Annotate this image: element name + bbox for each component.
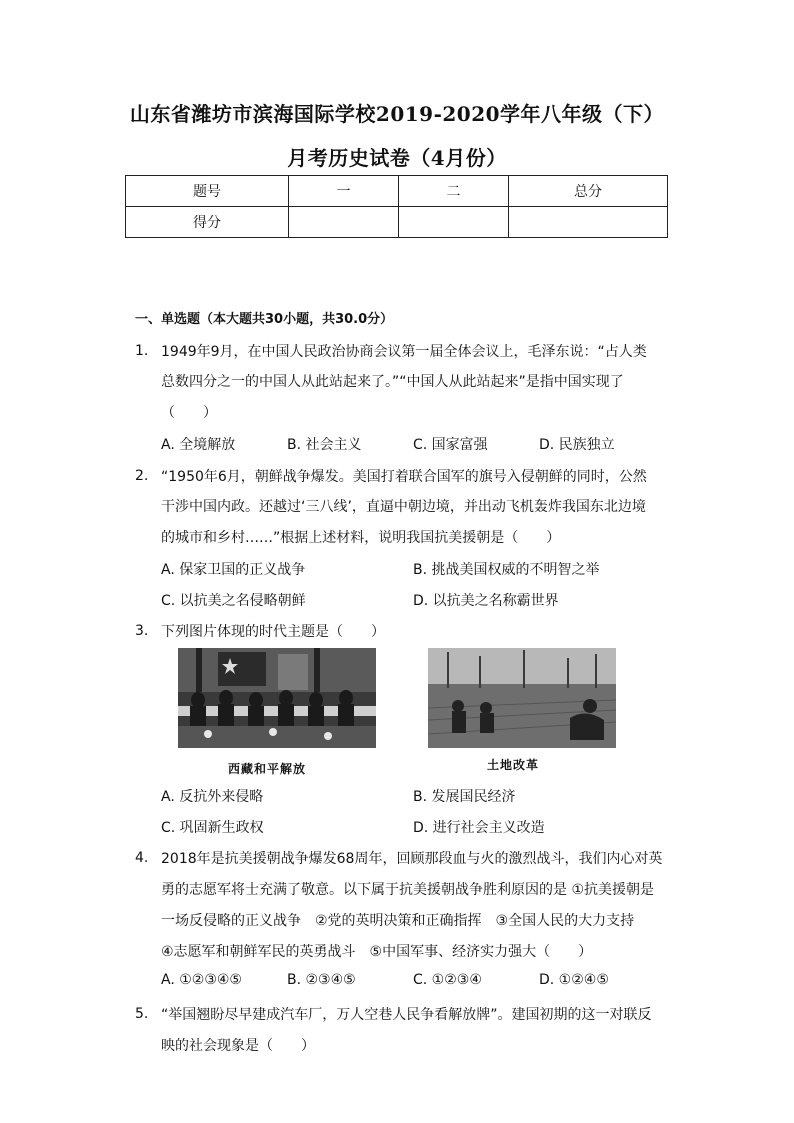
- option-b[interactable]: B. ②③④⑤: [287, 972, 356, 988]
- option-a[interactable]: A. 全境解放: [161, 437, 236, 453]
- photo-caption-tibet: 西藏和平解放: [228, 762, 307, 776]
- question-text: ④志愿军和朝鲜军民的英勇战斗 ⑤中国军事、经济实力强大（ ）: [161, 944, 593, 960]
- option-c[interactable]: C. ①②③④: [413, 972, 482, 988]
- question-number: 4.: [135, 850, 149, 866]
- option-d[interactable]: D. 进行社会主义改造: [413, 820, 545, 836]
- option-c[interactable]: C. 以抗美之名侵略朝鲜: [161, 593, 306, 609]
- option-c[interactable]: C. 国家富强: [413, 437, 488, 453]
- table-cell: 总分: [509, 176, 668, 207]
- table-cell: 题号: [126, 176, 289, 207]
- option-a[interactable]: A. 反抗外来侵略: [161, 789, 264, 805]
- score-input-cell[interactable]: [509, 207, 668, 238]
- question-text: 一场反侵略的正义战争 ②党的英明决策和正确指挥 ③全国人民的大力支持: [161, 913, 635, 929]
- question-number: 3.: [135, 623, 149, 639]
- question-text: 下列图片体现的时代主题是（ ）: [161, 624, 385, 640]
- table-cell: 二: [399, 176, 509, 207]
- question-number: 5.: [135, 1006, 149, 1022]
- option-a[interactable]: A. ①②③④⑤: [161, 972, 242, 988]
- question-text: 总数四分之一的中国人从此站起来了。”“中国人从此站起来”是指中国实现了: [161, 374, 624, 390]
- question-number: 2.: [135, 468, 149, 484]
- option-b[interactable]: B. 挑战美国权威的不明智之举: [413, 562, 600, 578]
- score-input-cell[interactable]: [399, 207, 509, 238]
- question-text: 勇的志愿军将士充满了敬意。以下属于抗美援朝战争胜利原因的是 ①抗美援朝是: [161, 882, 654, 898]
- question-text: 的城市和乡村……”根据上述材料，说明我国抗美援朝是（ ）: [161, 530, 561, 546]
- question-text: 2018年是抗美援朝战争爆发68周年，回顾那段血与火的激烈战斗，我们内心对英: [161, 851, 663, 867]
- land-reform-photo: [428, 648, 616, 748]
- table-cell: 一: [289, 176, 399, 207]
- option-d[interactable]: D. ①②④⑤: [539, 972, 609, 988]
- option-b[interactable]: B. 社会主义: [287, 437, 362, 453]
- exam-title-line2: 月考历史试卷（4月份）: [287, 146, 507, 170]
- section-heading: 一、单选题（本大题共30小题，共30.0分）: [135, 312, 394, 327]
- land-reform-photo-graphic: [428, 648, 616, 748]
- question-text: “1950年6月，朝鲜战争爆发。美国打着联合国军的旗号入侵朝鲜的同时，公然: [161, 469, 647, 485]
- exam-title-line1: 山东省潍坊市滨海国际学校2019-2020学年八年级（下）: [129, 102, 665, 126]
- score-table: [125, 175, 668, 238]
- tibet-photo-graphic: [178, 648, 376, 748]
- table-cell: 得分: [126, 207, 289, 238]
- question-text: “举国翘盼尽早建成汽车厂，万人空巷人民争看解放牌”。建国初期的这一对联反: [161, 1007, 652, 1023]
- photo-caption-land-reform: 土地改革: [487, 758, 540, 772]
- option-d[interactable]: D. 以抗美之名称霸世界: [413, 593, 559, 609]
- question-text: 映的社会现象是（ ）: [161, 1038, 315, 1054]
- tibet-liberation-photo: [178, 648, 376, 748]
- question-text: 1949年9月，在中国人民政治协商会议第一届全体会议上，毛泽东说：“占人类: [161, 344, 647, 360]
- option-d[interactable]: D. 民族独立: [539, 437, 615, 453]
- question-number: 1.: [135, 343, 149, 359]
- option-b[interactable]: B. 发展国民经济: [413, 789, 516, 805]
- option-a[interactable]: A. 保家卫国的正义战争: [161, 562, 306, 578]
- question-text: 干涉中国内政。还越过‘三八线’，直逼中朝边境，并出动飞机轰炸我国东北边境: [161, 499, 646, 515]
- table-row: [126, 176, 668, 207]
- option-c[interactable]: C. 巩固新生政权: [161, 820, 264, 836]
- question-text: （ ）: [161, 405, 217, 421]
- score-input-cell[interactable]: [289, 207, 399, 238]
- table-row: [126, 207, 668, 238]
